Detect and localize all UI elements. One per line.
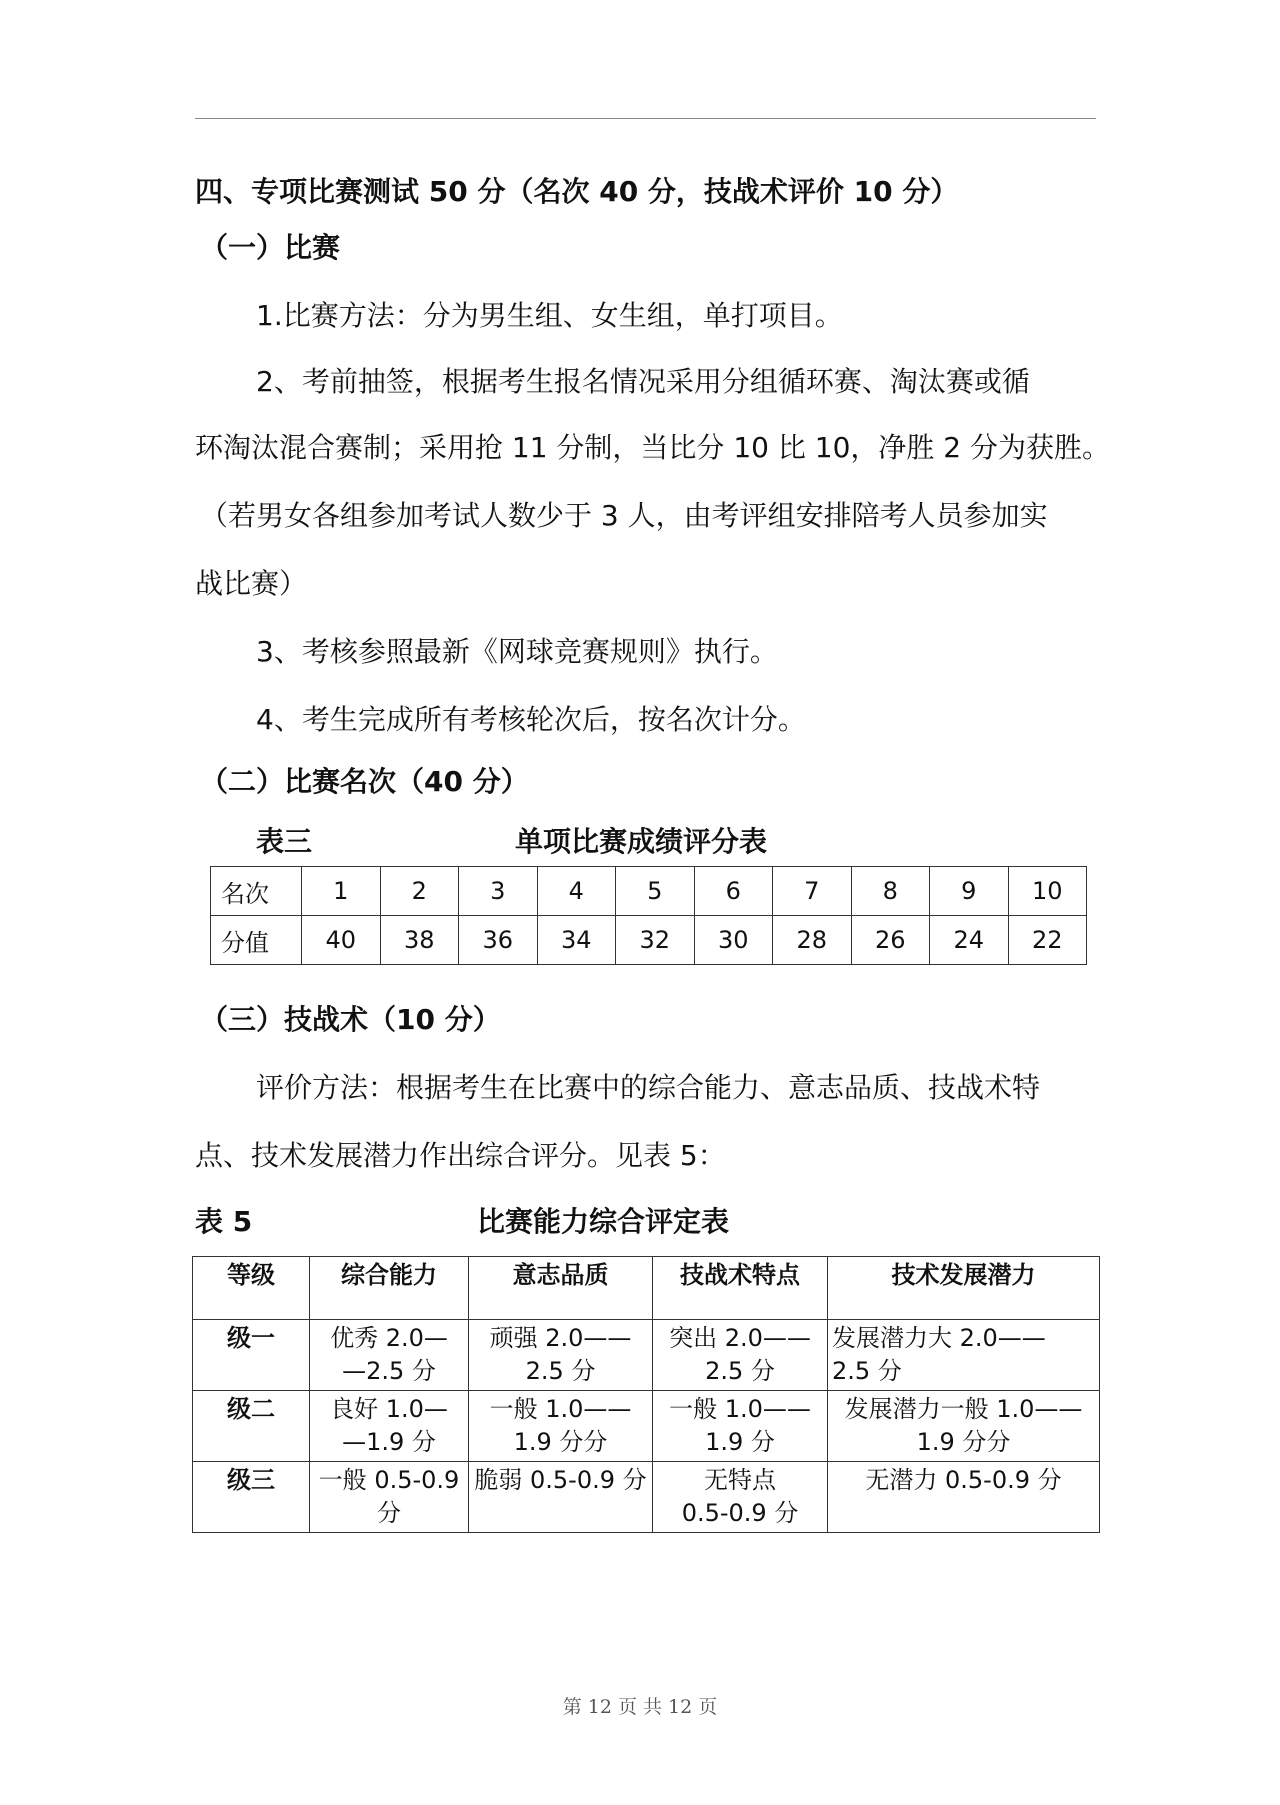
rank-cell: 8 bbox=[851, 867, 930, 916]
cell-line: 突出 2.0—— bbox=[669, 1324, 811, 1352]
cell-line: 1.9 分分 bbox=[513, 1428, 608, 1456]
level-cell: 级一 bbox=[193, 1320, 310, 1391]
score-cell: 26 bbox=[851, 916, 930, 965]
cell-line: 无潜力 0.5-0.9 分 bbox=[865, 1466, 1062, 1494]
page-footer: 第 12 页 共 12 页 bbox=[562, 1696, 718, 1718]
score-cell: 38 bbox=[380, 916, 459, 965]
rank-row-label: 名次 bbox=[211, 867, 302, 916]
section-heading: 四、专项比赛测试 50 分（名次 40 分，技战术评价 10 分） bbox=[195, 175, 959, 208]
cell-line: 顽强 2.0—— bbox=[489, 1324, 632, 1352]
rank-cell: 4 bbox=[537, 867, 616, 916]
cell-line: 一般 1.0—— bbox=[489, 1395, 632, 1423]
score-cell: 32 bbox=[616, 916, 695, 965]
score-cell: 22 bbox=[1008, 916, 1087, 965]
paragraph-3: 3、考核参照最新《网球竞赛规则》执行。 bbox=[256, 635, 778, 668]
rank-cell: 3 bbox=[459, 867, 538, 916]
cell-line: 一般 0.5-0.9 bbox=[318, 1466, 460, 1494]
cell-line: 1.9 分分 bbox=[916, 1428, 1011, 1456]
overall-ability-cell bbox=[310, 1320, 469, 1391]
rank-cell: 5 bbox=[616, 867, 695, 916]
cell-line: —1.9 分 bbox=[342, 1428, 436, 1456]
score-cell: 24 bbox=[930, 916, 1009, 965]
paragraph-2-line-3: （若男女各组参加考试人数少于 3 人，由考评组安排陪考人员参加实 bbox=[200, 499, 1048, 532]
header-development-potential: 技术发展潜力 bbox=[828, 1257, 1100, 1320]
table5-row bbox=[193, 1462, 1100, 1533]
cell-line: 1.9 分 bbox=[705, 1428, 775, 1456]
ability-rating-table bbox=[192, 1256, 1100, 1533]
score-cell: 40 bbox=[302, 916, 381, 965]
technique-traits-cell bbox=[653, 1462, 828, 1533]
level-cell: 级三 bbox=[193, 1462, 310, 1533]
cell-line: 发展潜力大 2.0—— bbox=[832, 1324, 1046, 1352]
table5-row bbox=[193, 1320, 1100, 1391]
rank-cell: 6 bbox=[694, 867, 773, 916]
cell-line: 良好 1.0— bbox=[330, 1395, 448, 1423]
rank-cell: 1 bbox=[302, 867, 381, 916]
cell-line: 0.5-0.9 分 bbox=[681, 1499, 799, 1527]
rank-cell: 9 bbox=[930, 867, 1009, 916]
table5-row bbox=[193, 1391, 1100, 1462]
table5-title: 比赛能力综合评定表 bbox=[477, 1205, 730, 1238]
willpower-cell bbox=[469, 1320, 653, 1391]
evaluation-line-1: 评价方法：根据考生在比赛中的综合能力、意志品质、技战术特 bbox=[256, 1071, 1041, 1104]
willpower-cell bbox=[469, 1391, 653, 1462]
cell-line: 2.5 分 bbox=[525, 1357, 596, 1385]
paragraph-1: 1.比赛方法：分为男生组、女生组，单打项目。 bbox=[256, 299, 843, 332]
cell-line: 脆弱 0.5-0.9 分 bbox=[474, 1466, 647, 1494]
cell-line: 发展潜力一般 1.0—— bbox=[844, 1395, 1083, 1423]
technique-traits-cell bbox=[653, 1391, 828, 1462]
evaluation-line-2: 点、技术发展潜力作出综合评分。见表 5： bbox=[195, 1139, 726, 1172]
table3-title: 单项比赛成绩评分表 bbox=[515, 825, 768, 858]
subheading-technique: （三）技战术（10 分） bbox=[200, 1003, 501, 1036]
cell-line: 2.5 分 bbox=[832, 1357, 902, 1385]
development-potential-cell bbox=[828, 1462, 1100, 1533]
willpower-cell bbox=[469, 1462, 653, 1533]
score-row bbox=[211, 916, 1087, 965]
technique-traits-cell bbox=[653, 1320, 828, 1391]
cell-line: 优秀 2.0— bbox=[330, 1324, 448, 1352]
table3-label: 表三 bbox=[256, 825, 313, 858]
header-technique-traits: 技战术特点 bbox=[653, 1257, 828, 1320]
rank-cell: 10 bbox=[1008, 867, 1087, 916]
rank-cell: 7 bbox=[773, 867, 852, 916]
cell-line: 分 bbox=[377, 1499, 401, 1527]
table5-header-row bbox=[193, 1257, 1100, 1320]
paragraph-4: 4、考生完成所有考核轮次后，按名次计分。 bbox=[256, 703, 806, 736]
ranking-score-table bbox=[210, 866, 1087, 965]
score-cell: 30 bbox=[694, 916, 773, 965]
score-cell: 36 bbox=[459, 916, 538, 965]
development-potential-cell bbox=[828, 1320, 1100, 1391]
score-cell: 28 bbox=[773, 916, 852, 965]
paragraph-2-line-2: 环淘汰混合赛制；采用抢 11 分制，当比分 10 比 10，净胜 2 分为获胜。 bbox=[195, 431, 1111, 464]
rank-row bbox=[211, 867, 1087, 916]
level-cell: 级二 bbox=[193, 1391, 310, 1462]
cell-line: —2.5 分 bbox=[342, 1357, 436, 1385]
cell-line: 无特点 bbox=[704, 1466, 776, 1494]
score-row-label: 分值 bbox=[211, 916, 302, 965]
header-overall-ability: 综合能力 bbox=[310, 1257, 469, 1320]
table5-label: 表 5 bbox=[195, 1205, 253, 1238]
rank-cell: 2 bbox=[380, 867, 459, 916]
header-rule bbox=[195, 118, 1096, 119]
subheading-ranking: （二）比赛名次（40 分） bbox=[200, 765, 529, 798]
cell-line: 2.5 分 bbox=[705, 1357, 775, 1385]
cell-line: 一般 1.0—— bbox=[669, 1395, 811, 1423]
header-willpower: 意志品质 bbox=[469, 1257, 653, 1320]
overall-ability-cell bbox=[310, 1462, 469, 1533]
paragraph-2-line-4: 战比赛） bbox=[195, 567, 308, 600]
header-level: 等级 bbox=[193, 1257, 310, 1320]
overall-ability-cell bbox=[310, 1391, 469, 1462]
development-potential-cell bbox=[828, 1391, 1100, 1462]
subheading-match: （一）比赛 bbox=[200, 231, 341, 264]
paragraph-2-line-1: 2、考前抽签，根据考生报名情况采用分组循环赛、淘汰赛或循 bbox=[256, 365, 1030, 398]
score-cell: 34 bbox=[537, 916, 616, 965]
